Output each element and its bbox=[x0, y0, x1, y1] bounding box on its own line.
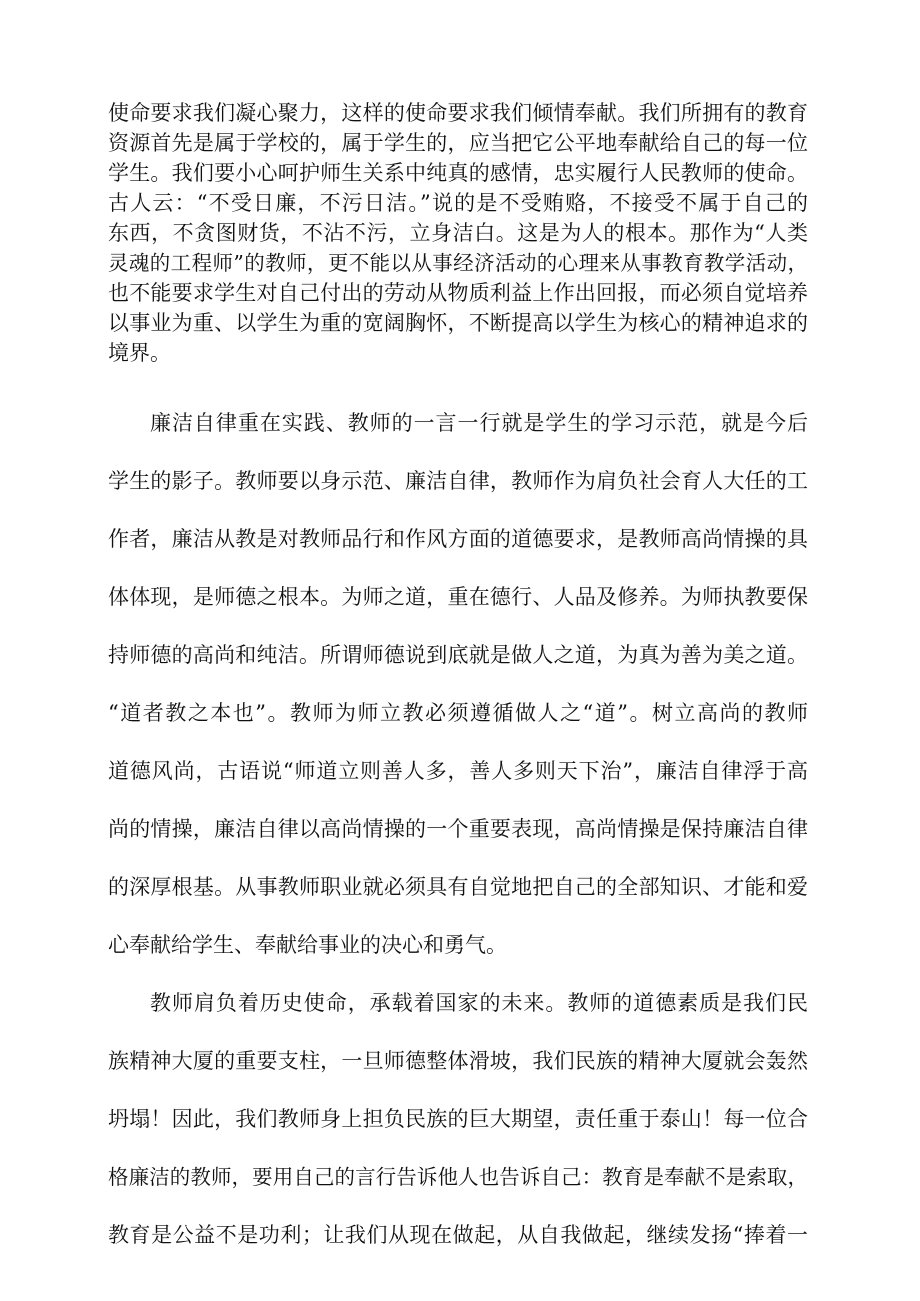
paragraph-2-line-4: 体体现，是师德之根本。为师之道，重在德行、人品及修养。为师执教要保 bbox=[108, 585, 808, 609]
paragraph-1-line-8: 以事业为重、以学生为重的宽阔胸怀，不断提高以学生为核心的精神追求的 bbox=[108, 311, 808, 335]
paragraph-1-line-5: 东西，不贪图财货，不沾不污，立身洁白。这是为人的根本。那作为“人类 bbox=[108, 221, 808, 245]
paragraph-3-line-1: 教师肩负着历史使命，承载着国家的未来。教师的道德素质是我们民 bbox=[150, 991, 808, 1015]
paragraph-3-line-2: 族精神大厦的重要支柱，一旦师德整体滑坡，我们民族的精神大厦就会轰然 bbox=[108, 1049, 808, 1073]
paragraph-1-line-2: 资源首先是属于学校的，属于学生的，应当把它公平地奉献给自己的每一位 bbox=[108, 131, 808, 155]
paragraph-2-line-8: 尚的情操，廉洁自律以高尚情操的一个重要表现，高尚情操是保持廉洁自律 bbox=[108, 817, 808, 841]
paragraph-2-line-3: 作者，廉洁从教是对教师品行和作风方面的道德要求，是教师高尚情操的具 bbox=[108, 527, 808, 551]
paragraph-2-line-10: 心奉献给学生、奉献给事业的决心和勇气。 bbox=[108, 933, 507, 957]
paragraph-2-line-2: 学生的影子。教师要以身示范、廉洁自律，教师作为肩负社会育人大任的工 bbox=[108, 469, 808, 493]
paragraph-1-line-1: 使命要求我们凝心聚力，这样的使命要求我们倾情奉献。我们所拥有的教育 bbox=[108, 101, 808, 125]
paragraph-1-line-4: 古人云：“不受日廉，不污日洁。”说的是不受贿赂，不接受不属于自己的 bbox=[108, 191, 808, 215]
paragraph-2-line-5: 持师德的高尚和纯洁。所谓师德说到底就是做人之道，为真为善为美之道。 bbox=[108, 643, 808, 667]
paragraph-1-line-3: 学生。我们要小心呵护师生关系中纯真的感情，忠实履行人民教师的使命。 bbox=[108, 161, 808, 185]
paragraph-2-line-6: “道者教之本也”。教师为师立教必须遵循做人之“道”。树立高尚的教师 bbox=[108, 701, 808, 725]
paragraph-2-line-1: 廉洁自律重在实践、教师的一言一行就是学生的学习示范，就是今后 bbox=[150, 411, 808, 435]
paragraph-3-line-3: 坍塌！因此，我们教师身上担负民族的巨大期望，责任重于泰山！每一位合 bbox=[108, 1107, 808, 1131]
paragraph-1-line-7: 也不能要求学生对自己付出的劳动从物质利益上作出回报，而必须自觉培养 bbox=[108, 281, 808, 305]
paragraph-1-line-9: 境界。 bbox=[108, 341, 171, 365]
paragraph-3-line-5: 教育是公益不是功利；让我们从现在做起，从自我做起，继续发扬“捧着一 bbox=[108, 1223, 808, 1247]
paragraph-3-line-4: 格廉洁的教师，要用自己的言行告诉他人也告诉自己：教育是奉献不是索取， bbox=[108, 1165, 808, 1189]
paragraph-2-line-7: 道德风尚，古语说“师道立则善人多，善人多则天下治”，廉洁自律浮于高 bbox=[108, 759, 808, 783]
paragraph-2-line-9: 的深厚根基。从事教师职业就必须具有自觉地把自己的全部知识、才能和爱 bbox=[108, 875, 808, 899]
paragraph-1-line-6: 灵魂的工程师”的教师，更不能以从事经济活动的心理来从事教育教学活动， bbox=[108, 251, 808, 275]
